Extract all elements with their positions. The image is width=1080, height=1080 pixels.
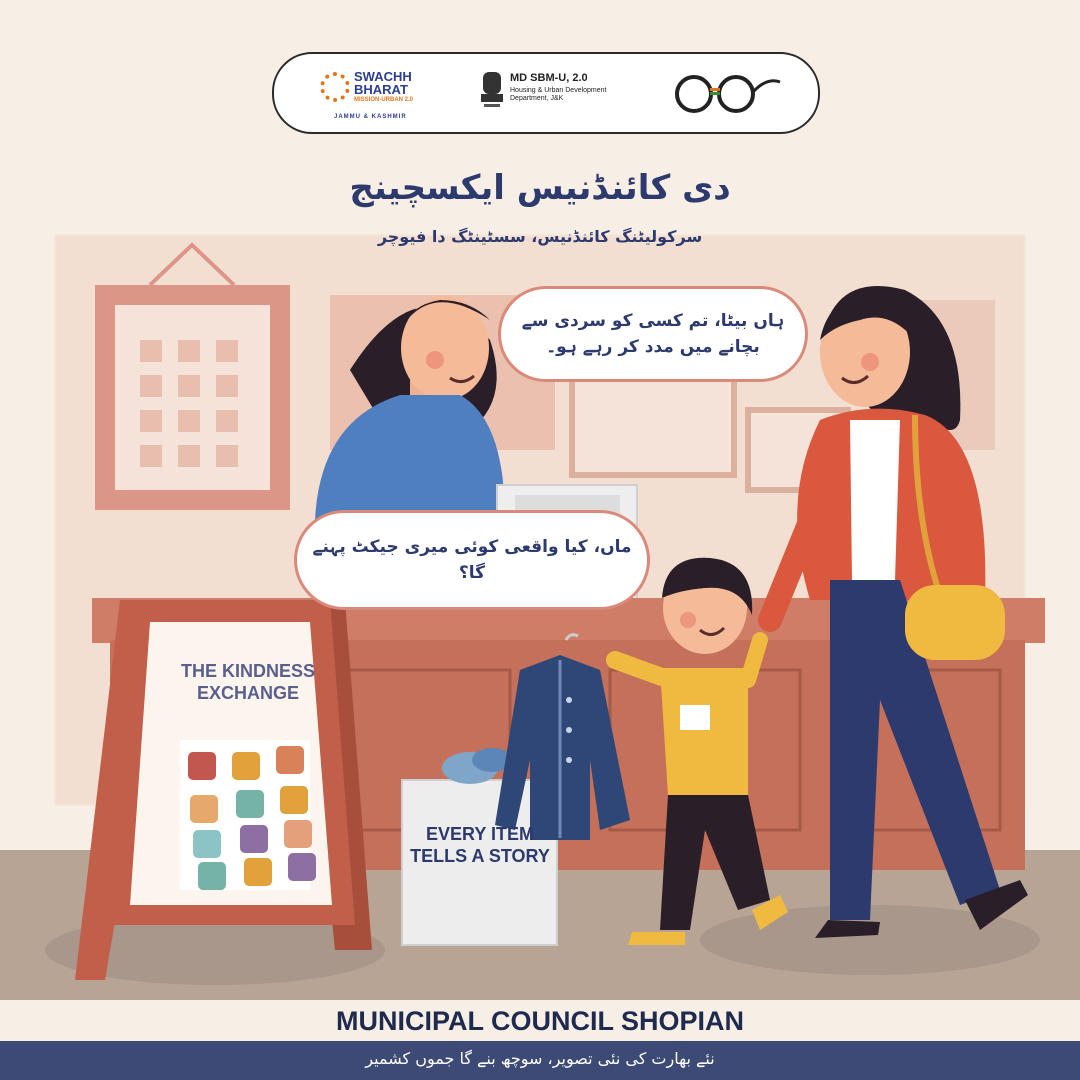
footer-title: MUNICIPAL COUNCIL SHOPIAN: [335, 1006, 745, 1036]
page-title: دی کائنڈنیس ایکسچینج: [349, 168, 731, 208]
swachh-bharat-glasses-logo-icon: [672, 72, 782, 117]
footer-bar: [0, 1041, 1080, 1080]
wall-frame-left: [95, 245, 290, 510]
national-emblem-icon: [479, 68, 505, 112]
swachh-bharat-line4: JAMMU & KASHMIR: [334, 114, 407, 120]
mother-speech-text: ہاں بیٹا، تم کسی کو سردی سے بچانے میں مدد کر رہے ہو۔: [521, 311, 785, 357]
mother-speech-bubble: [498, 286, 808, 382]
child-speech-bubble: [294, 510, 650, 610]
footer-tagline: نئے بھارت کی نئی تصویر، سوچھ بنے گا جموں کشمیر: [365, 1049, 715, 1068]
page-subtitle: سرکولیٹنگ کائنڈنیس، سسٹینٹگ دا فیوچر: [377, 227, 703, 246]
swachh-bharat-line1: SWACHH: [354, 69, 412, 84]
swachh-bharat-emblem-icon: [320, 72, 350, 102]
sign-title: THE KINDNESS EXCHANGE: [180, 661, 315, 703]
swachh-bharat-line2: BHARAT: [354, 82, 408, 97]
md-sbm-title: MD SBM-U, 2.0: [510, 72, 588, 84]
kindness-exchange-sign: [75, 600, 372, 980]
swachh-bharat-logo: [320, 70, 430, 120]
child-speech-text: ماں، کیا واقعی کوئی میری جیکٹ پہنے گا؟: [312, 537, 632, 583]
logo-bar: [272, 52, 820, 134]
donation-box-text: EVERY ITEM TELLS A STORY: [410, 824, 550, 866]
swachh-bharat-line3: MISSION-URBAN 2.0: [354, 97, 414, 103]
md-sbm-department: Housing & Urban Development Department, J&K: [510, 87, 607, 102]
